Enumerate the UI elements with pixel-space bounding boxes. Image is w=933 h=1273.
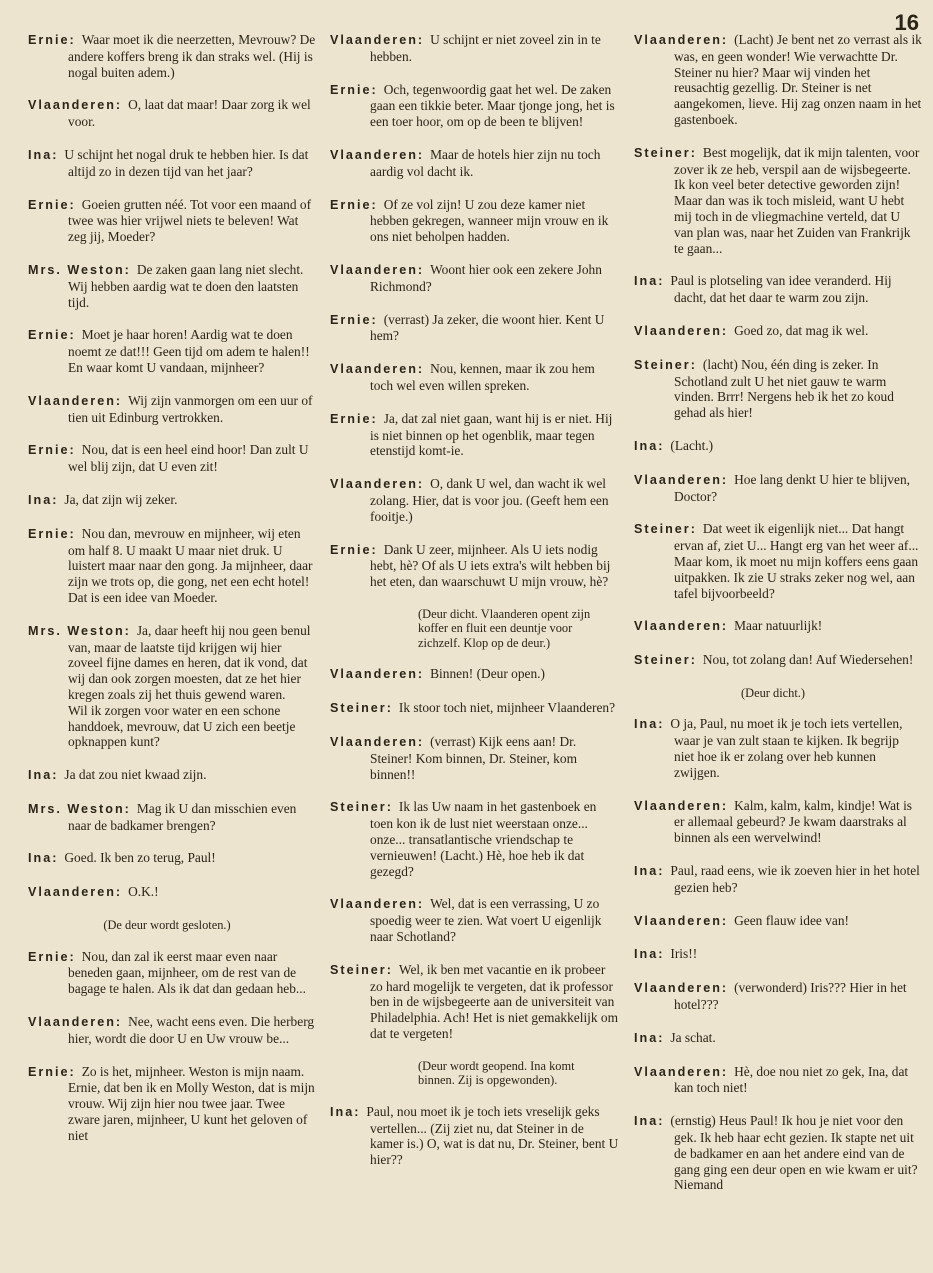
speaker-name: Vlaanderen:	[634, 798, 729, 813]
dialogue-line	[28, 262, 316, 310]
dialogue-text: U schijnt er niet zoveel zin in te hebben.	[370, 32, 601, 64]
dialogue-text: Paul, raad eens, wie ik zoeven hier in het hotel gezien heb?	[670, 862, 920, 895]
dialogue-text: Wel, dat is een verrassing, U zo spoedig weer te zien. Wat voert U eigenlijk naar Schotland?	[370, 896, 602, 944]
dialogue-line	[330, 32, 620, 65]
speaker-name: Vlaanderen:	[330, 147, 425, 162]
speaker-name: Ina:	[28, 147, 59, 162]
speaker-name: Ernie:	[330, 411, 378, 426]
speaker-name: Vlaanderen:	[634, 913, 729, 928]
dialogue-line	[28, 442, 316, 475]
speaker-name: Steiner:	[634, 357, 697, 372]
dialogue-line	[634, 32, 922, 128]
speaker-name: Ina:	[28, 851, 59, 866]
dialogue-text: Dank U zeer, mijnheer. Als U iets nodig hebt, hè? Of als U iets extra's wilt hebben bij het eten, dan waarschuwt U mijn vrouw, hè?	[370, 541, 611, 590]
dialogue-text: O, laat dat maar! Daar zorg ik wel voor.	[68, 97, 311, 130]
dialogue-text: (verwonderd) Iris??? Hier in het hotel???	[674, 980, 907, 1012]
speaker-name: Vlaanderen:	[330, 477, 425, 492]
dialogue-line	[330, 361, 620, 394]
speaker-name: Ina:	[634, 863, 665, 878]
speaker-name: Ernie:	[330, 197, 378, 212]
dialogue-text: Och, tegenwoordig gaat het wel. De zaken gaan een tikkie beter. Maar tjonge jong, het is een toer hoor, om op de been te blijven!	[370, 81, 615, 130]
stage-direction: (Deur dicht. Vlaanderen opent zijn koffer en fluit een deuntje voor zichzelf. Klop op de deur.)	[418, 606, 591, 650]
speaker-name: Ernie:	[28, 443, 76, 458]
dialogue-text: Nou, tot zolang dan! Auf Wiedersehen!	[702, 652, 914, 668]
dialogue-text: Mag ik U dan misschien even naar de badkamer brengen?	[68, 800, 297, 833]
dialogue-text: Ja schat.	[670, 1029, 716, 1045]
speaker-name: Ina:	[634, 438, 665, 453]
dialogue-line	[28, 32, 316, 80]
dialogue-text: O ja, Paul, nu moet ik je toch iets vertellen, waar je van zult staan te kijken. Ik begrijp niet hoe ik er zolang over heb kunnen zwijgen.	[670, 716, 903, 780]
speaker-name: Vlaanderen:	[330, 667, 425, 682]
dialogue-text: Ik stoor toch niet, mijnheer Vlaanderen?	[398, 700, 616, 716]
speaker-name: Vlaanderen:	[330, 735, 425, 750]
dialogue-text: Waar moet ik die neerzetten, Mevrouw? De andere koffers breng ik dan straks wel. (Hij is nogal buiten adem.)	[68, 32, 316, 80]
text-column-2	[330, 32, 620, 1185]
dialogue-line	[634, 521, 922, 601]
dialogue-line	[634, 145, 922, 257]
speaker-name: Steiner:	[634, 522, 697, 537]
dialogue-text: Hoe lang denkt U hier te blijven, Doctor?	[674, 471, 910, 504]
dialogue-line	[634, 323, 922, 340]
speaker-name: Ina:	[634, 274, 665, 289]
dialogue-line	[28, 492, 316, 509]
speaker-name: Steiner:	[330, 701, 393, 716]
stage-direction: (Deur wordt geopend. Ina komt binnen. Zij is opgewonden).	[418, 1058, 575, 1088]
speaker-name: Vlaanderen:	[28, 98, 123, 113]
dialogue-line	[634, 980, 922, 1013]
dialogue-text: Iris!!	[670, 946, 698, 962]
speaker-name: Ernie:	[28, 526, 76, 541]
dialogue-text: (Lacht) Je bent net zo verrast als ik was, en geen wonder! Wie verwachtte Dr. Steiner nu hier? Maar wij vinden het reusachtig gezellig. Dr. Steiner is net aangekomen, lieve. Hij zag onzen naam in het gastenboek.	[674, 32, 922, 127]
dialogue-text: Geen flauw idee van!	[734, 912, 849, 928]
dialogue-text: Paul is plotseling van idee veranderd. Hij dacht, dat het daar te warm zou zijn.	[670, 273, 892, 306]
dialogue-text: Ja, dat zal niet gaan, want hij is er niet. Hij is niet binnen op het ogenblik, maar tegen etenstijd komt-ie.	[370, 410, 613, 459]
dialogue-continuation: Maar dan was ik toch misleid, want U hebt mij toch in de vliegmachine verteld, dat U van plan was, naar het Zuiden van Frankrijk te gaan...	[674, 193, 911, 256]
speaker-name: Vlaanderen:	[330, 33, 425, 47]
dialogue-line	[330, 896, 620, 944]
speaker-name: Vlaanderen:	[28, 885, 123, 900]
dialogue-text: O, dank U wel, dan wacht ik wel zolang. Hier, dat is voor jou. (Geeft hem een fooitje.)	[370, 476, 609, 524]
dialogue-line	[330, 262, 620, 295]
speaker-name: Vlaanderen:	[634, 323, 729, 338]
speaker-name: Ina:	[28, 492, 59, 507]
speaker-name: Vlaanderen:	[634, 1064, 729, 1079]
dialogue-text: Ik las Uw naam in het gastenboek en toen kon ik de lust niet weerstaan onze... onze... transatlantische vriendschap te vernieuwen! (Lacht.) Hè, hoe heb ik dat gezegd?	[370, 799, 597, 879]
dialogue-text: Nou, dan zal ik eerst maar even naar beneden gaan, mijnheer, om de rest van de bagage te halen. Als ik dat dan gedaan heb...	[68, 948, 306, 997]
dialogue-text: Goed zo, dat mag ik wel.	[734, 322, 869, 338]
dialogue-text: Wel, ik ben met vacantie en ik probeer zo hard mogelijk te vergeten, dat ik professor ben in de wijsbegeerte aan de universiteit van Philadelphia. Ach! Het is niet gemakkelijk om dat te vergeten!	[370, 961, 619, 1041]
dialogue-line	[330, 411, 620, 459]
speaker-name: Vlaanderen:	[634, 619, 729, 634]
dialogue-line	[330, 700, 620, 717]
speaker-name: Vlaanderen:	[330, 897, 425, 912]
dialogue-line	[28, 147, 316, 180]
dialogue-text: Best mogelijk, dat ik mijn talenten, voor zover ik ze heb, verspil aan de wijsbegeerte. Ik kon veel beter detective geworden zijn!	[674, 144, 920, 193]
speaker-name: Vlaanderen:	[330, 262, 425, 277]
dialogue-text: Zo is het, mijnheer. Weston is mijn naam. Ernie, dat ben ik en Molly Weston, dat is mijn vrouw. Wij zijn hier nou twee jaar. Twee zware jaren, mijnheer, U kunt het geloven of niet	[68, 1063, 315, 1143]
speaker-name: Ernie:	[28, 33, 76, 47]
dialogue-line	[330, 962, 620, 1042]
stage-direction: (Deur dicht.)	[741, 685, 805, 700]
speaker-name: Steiner:	[634, 653, 697, 668]
dialogue-text: Goeien grutten néé. Tot voor een maand of twee was hier vrijwel niets te beleven! Wat zeg jij, Moeder?	[68, 196, 312, 245]
dialogue-line	[634, 273, 922, 306]
dialogue-text: Nou dan, mevrouw en mijnheer, wij eten om half 8. U maakt U maar niet druk. U luistert maar naar den gong. Ja mijnheer, daar zijn we trots op, die gong, net een echt hotel! Dat is een idee van Moeder.	[68, 525, 313, 605]
dialogue-line	[330, 799, 620, 879]
dialogue-line	[28, 884, 316, 901]
dialogue-line	[330, 197, 620, 245]
dialogue-text: Binnen! (Deur open.)	[430, 666, 545, 682]
dialogue-line	[634, 1113, 922, 1193]
dialogue-line	[330, 312, 620, 345]
speaker-name: Ernie:	[28, 328, 76, 343]
speaker-name: Ernie:	[28, 949, 76, 964]
speaker-name: Ernie:	[330, 82, 378, 97]
dialogue-text: Maar de hotels hier zijn nu toch aardig vol dacht ik.	[370, 146, 601, 179]
dialogue-text: Hè, doe nou niet zo gek, Ina, dat kan toch niet!	[674, 1063, 909, 1096]
dialogue-text: Nee, wacht eens even. Die herberg hier, wordt die door U en Uw vrouw be...	[68, 1013, 315, 1046]
speaker-name: Ernie:	[28, 1064, 76, 1079]
speaker-name: Mrs. Weston:	[28, 801, 131, 816]
dialogue-text: U schijnt het nogal druk te hebben hier. Is dat altijd zo in dezen tijd van het jaar?	[64, 146, 309, 179]
speaker-name: Steiner:	[330, 962, 393, 977]
dialogue-line	[28, 1064, 316, 1144]
dialogue-text: (lacht) Nou, één ding is zeker. In Schotland zult U het niet gauw te warm vinden. Brrr! Nergens heb ik het zo koud gehad als hier!	[674, 356, 894, 421]
text-column-3	[634, 32, 922, 1210]
speaker-name: Ina:	[330, 1104, 361, 1119]
dialogue-line	[28, 850, 316, 867]
dialogue-text: Moet je haar horen! Aardig wat te doen noemt ze dat!!! Geen tijd om adem te halen!! En waar komt U vandaan, mijnheer?	[68, 327, 310, 375]
dialogue-text: De zaken gaan lang niet slecht. Wij hebben aardig wat te doen den laatsten tijd.	[68, 261, 304, 310]
speaker-name: Ernie:	[28, 197, 76, 212]
speaker-name: Mrs. Weston:	[28, 262, 131, 277]
dialogue-line	[28, 1014, 316, 1047]
speaker-name: Vlaanderen:	[330, 362, 425, 377]
dialogue-line	[330, 734, 620, 782]
speaker-name: Ernie:	[330, 542, 378, 557]
speaker-name: Mrs. Weston:	[28, 623, 131, 638]
dialogue-text: Kalm, kalm, kalm, kindje! Wat is er allemaal gebeurd? Je kwam daarstraks al binnen als een wervelwind!	[674, 797, 913, 846]
dialogue-text: (Lacht.)	[670, 437, 714, 453]
dialogue-line	[634, 618, 922, 635]
dialogue-line	[28, 801, 316, 834]
dialogue-line	[330, 147, 620, 180]
dialogue-text: Of ze vol zijn! U zou deze kamer niet hebben gekregen, wanneer mijn vrouw en ik ons niet beholpen hadden.	[370, 196, 609, 245]
dialogue-line	[634, 652, 922, 669]
dialogue-line	[28, 327, 316, 375]
page-number: 16	[894, 10, 919, 35]
dialogue-text: Goed. Ik ben zo terug, Paul!	[64, 850, 216, 866]
speaker-name: Ina:	[634, 717, 665, 732]
speaker-name: Vlaanderen:	[28, 1014, 123, 1029]
speaker-name: Ina:	[634, 947, 665, 962]
dialogue-line	[634, 913, 922, 930]
dialogue-continuation: Wil ik zorgen voor water en een schone handdoek, mevrouw, dat U zich een beetje opknappen kunt?	[68, 702, 296, 750]
dialogue-text: Paul, nou moet ik je toch iets vreselijk geks vertellen... (Zij ziet nu, dat Steiner in de kamer is.) O, wat is dat nu, Dr. Steiner, bent U hier??	[366, 1103, 619, 1168]
dialogue-line	[634, 438, 922, 455]
text-column-1	[28, 32, 316, 1161]
dialogue-text: Wij zijn vanmorgen om een uur of tien uit Edinburg vertrokken.	[68, 392, 313, 425]
dialogue-line	[28, 393, 316, 426]
dialogue-text: O.K.!	[128, 884, 159, 900]
dialogue-line	[28, 949, 316, 997]
dialogue-text: (verrast) Kijk eens aan! Dr. Steiner! Kom binnen, Dr. Steiner, kom binnen!!	[370, 734, 577, 782]
dialogue-text: Ja dat zou niet kwaad zijn.	[64, 767, 207, 783]
speaker-name: Vlaanderen:	[634, 472, 729, 487]
dialogue-line	[634, 1064, 922, 1097]
dialogue-text: Nou, dat is een heel eind hoor! Dan zult U wel blij zijn, dat U even zit!	[68, 442, 309, 475]
dialogue-line	[330, 82, 620, 130]
dialogue-line	[634, 716, 922, 780]
dialogue-line	[330, 1104, 620, 1168]
speaker-name: Ina:	[634, 1030, 665, 1045]
dialogue-line	[634, 863, 922, 896]
speaker-name: Ina:	[634, 1114, 665, 1129]
dialogue-text: Nou, kennen, maar ik zou hem toch wel even willen spreken.	[370, 361, 595, 393]
dialogue-line	[634, 798, 922, 846]
speaker-name: Steiner:	[330, 800, 393, 815]
stage-direction: (De deur wordt gesloten.)	[103, 918, 231, 933]
speaker-name: Ernie:	[330, 312, 378, 327]
dialogue-line	[28, 526, 316, 606]
dialogue-line	[634, 472, 922, 505]
dialogue-text: (ernstig) Heus Paul! Ik hou je niet voor den gek. Ik heb haar echt gezien. Ik stapte net uit de badkamer en aan het andere eind van de gang ging een deur open en wie kwam er uit? Niemand	[670, 1113, 918, 1193]
dialogue-line	[330, 476, 620, 524]
dialogue-line	[634, 357, 922, 421]
dialogue-text: Ja, daar heeft hij nou geen benul van, maar de laatste tijd krijgen wij hier zoveel fijne dames en heren, dat ik vond, dat wij dan ook zorgen moesten, dat ze het hier kregen zoals zij het thuis gewend waren.	[68, 622, 311, 702]
dialogue-line	[330, 542, 620, 590]
dialogue-line	[330, 666, 620, 683]
speaker-name: Vlaanderen:	[634, 981, 729, 996]
dialogue-line	[634, 946, 922, 963]
dialogue-text: Ja, dat zijn wij zeker.	[64, 491, 178, 507]
dialogue-line	[28, 97, 316, 130]
dialogue-text: (verrast) Ja zeker, die woont hier. Kent U hem?	[370, 311, 605, 344]
dialogue-line	[28, 197, 316, 245]
dialogue-text: Dat weet ik eigenlijk niet... Dat hangt ervan af, ziet U... Hangt erg van het weer af... Maar kom, ik moet nu mijn koffers eens gaan uitpakken. Ik zie U straks zeker nog wel, aan tafel bijvoorbeeld?	[674, 521, 919, 601]
dialogue-text: Woont hier ook een zekere John Richmond?	[370, 261, 602, 294]
speaker-name: Vlaanderen:	[28, 393, 123, 408]
dialogue-line	[634, 1030, 922, 1047]
speaker-name: Ina:	[28, 768, 59, 783]
dialogue-text: Maar natuurlijk!	[734, 618, 823, 634]
speaker-name: Steiner:	[634, 145, 697, 160]
dialogue-line	[28, 623, 316, 750]
speaker-name: Vlaanderen:	[634, 33, 729, 47]
dialogue-line	[28, 767, 316, 784]
